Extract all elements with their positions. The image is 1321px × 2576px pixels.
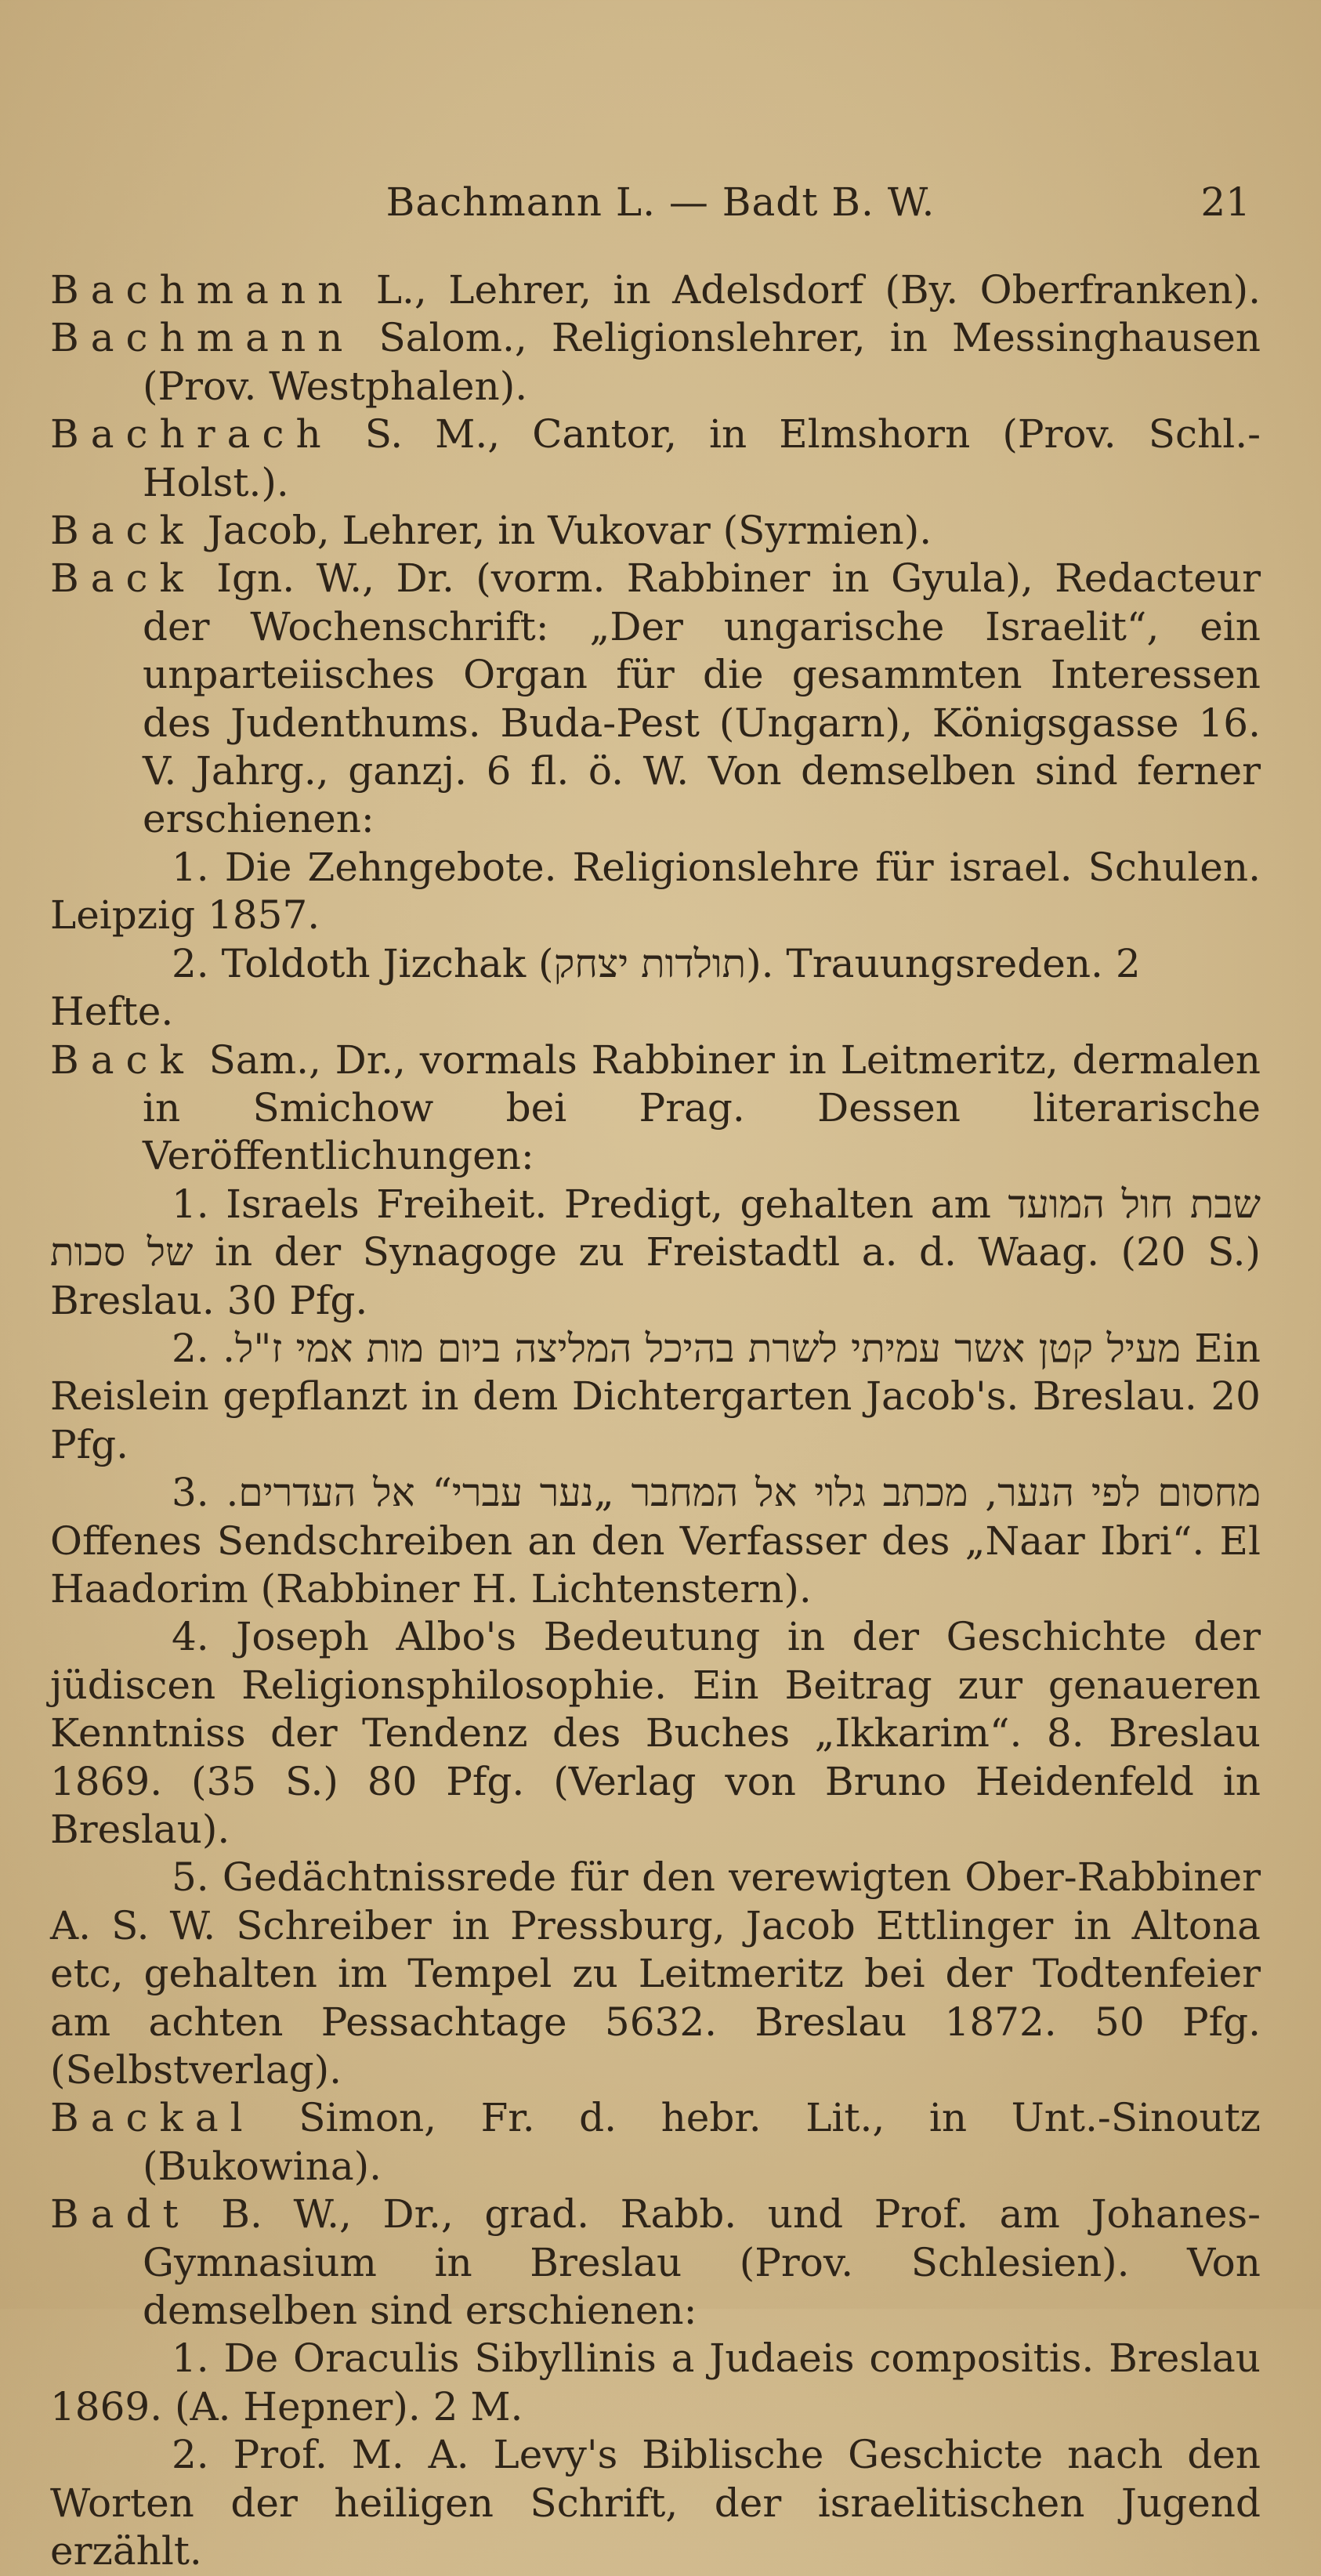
- entry-back-ign: [50, 555, 1261, 843]
- entry-name: Bachmann: [50, 315, 355, 361]
- hebrew-text: מעיל קטן אשר עמיתי לשרת בהיכל המליצה ביום מות אמי ז"ל.: [223, 1325, 1181, 1371]
- entry-bachrach: [50, 411, 1261, 507]
- body-text: [50, 266, 1261, 2576]
- work-number: 3.: [172, 1470, 209, 1516]
- page-number: 21: [1200, 179, 1250, 225]
- work-item: 4. Joseph Albo's Bedeutung in der Geschichte der jüdiscen Religionsphilosophie. Ein Beitrag zur genaueren Kenntniss der Tendenz des Buches „Ikkarim“. 8. Breslau 1869. (35 S.) 80 Pfg. (Verlag von Bruno Heidenfeld in Breslau).: [50, 1614, 1261, 1852]
- entry-back-sam: [50, 1037, 1261, 1181]
- work-item: 2. Prof. M. A. Levy's Biblische Geschicte nach den Worten der heiligen Schrift, der israelitischen Jugend erzählt.: [50, 2432, 1261, 2574]
- hebrew-text: מחסום לפי הנער, מכתב גלוי אל המחבר „נער עברי“ אל העדרים.: [226, 1470, 1261, 1516]
- entry-name: Back: [50, 508, 195, 554]
- entry-badt: [50, 2191, 1261, 2335]
- hebrew-text: של סכות: [50, 1229, 194, 1275]
- entry-text: Salom., Religionslehrer, in Messinghausen (Prov. Westphalen).: [143, 315, 1261, 409]
- work-item: 2. Toldoth Jizchak (תולדות יצחק). Trauungsreden. 2 Hefte.: [50, 940, 1141, 1035]
- work-text: Ein Reislein gepflanzt in dem Dichtergarten Jacob's. Breslau. 20 Pfg.: [50, 1325, 1261, 1467]
- entry-bachmann-l: [50, 266, 1261, 314]
- work-item: 1. De Oraculis Sibyllinis a Judaeis compositis. Breslau 1869. (A. Hepner). 2 M.: [50, 2335, 1261, 2429]
- entry-name: Badt: [50, 2191, 190, 2238]
- work-number: 2.: [172, 1325, 209, 1371]
- work-item: [50, 1325, 1261, 1469]
- work-item: 1. Die Zehngebote. Religionslehre für israel. Schulen. Leipzig 1857.: [50, 844, 1261, 939]
- work-text: Offenes Sendschreiben an den Verfasser des „Naar Ibri“. El Haadorim (Rabbiner H. Lichtenstern).: [50, 1518, 1261, 1612]
- entry-text: Sam., Dr., vormals Rabbiner in Leitmeritz, dermalen in Smichow bei Prag. Dessen literarische Veröffentlichungen:: [143, 1037, 1261, 1179]
- running-head: [0, 171, 1321, 233]
- entry-back-jacob: [50, 507, 1261, 555]
- entry-name: Back: [50, 555, 195, 602]
- running-head-title: Bachmann L. — Badt B. W.: [385, 179, 936, 225]
- entry-name: Back: [50, 1037, 195, 1083]
- hebrew-text: שבת חול המועד: [1008, 1181, 1261, 1227]
- entry-text: S. M., Cantor, in Elmshorn (Prov. Schl.-Holst.).: [143, 411, 1261, 505]
- entry-name: Backal: [50, 2095, 255, 2141]
- work-item: 5. Gedächtnissrede für den verewigten Ober-Rabbiner A. S. W. Schreiber in Pressburg, Jacob Ettlinger in Altona etc, gehalten im Tempel zu Leitmeritz bei der Todtenfeier am achten Pessachtage 5632. Breslau 1872. 50 Pfg. (Selbstverlag).: [50, 1854, 1261, 2093]
- entry-text: Simon, Fr. d. hebr. Lit., in Unt.-Sinoutz (Bukowina).: [143, 2095, 1261, 2189]
- entry-name: Bachrach: [50, 411, 333, 458]
- work-item: [50, 1469, 1261, 1613]
- entry-bachmann-salom: [50, 314, 1261, 411]
- entry-backal: [50, 2094, 1261, 2191]
- entry-text: L., Lehrer, in Adelsdorf (By. Oberfranken).: [354, 267, 1261, 313]
- entry-text: B. W., Dr., grad. Rabb. und Prof. am Johanes-Gymnasium in Breslau (Prov. Schlesien). Von demselben sind erschienen:: [143, 2191, 1261, 2334]
- entry-text: Ign. W., Dr. (vorm. Rabbiner in Gyula), Redacteur der Wochenschrift: „Der ungarische Israelit“, ein unparteiisches Organ für die gesammten Interessen des Judenthums. Buda-Pest (Ungarn), Königsgasse 16. V. Jahrg., ganzj. 6 fl. ö. W. Von demselben sind ferner erschienen:: [143, 555, 1261, 842]
- entry-name: Bachmann: [50, 267, 355, 313]
- work-text: 1. Israels Freiheit. Predigt, gehalten am: [172, 1181, 991, 1227]
- entry-text: Jacob, Lehrer, in Vukovar (Syrmien).: [194, 508, 932, 554]
- work-item: [50, 1181, 1261, 1325]
- work-text: in der Synagoge zu Freistadtl a. d. Waag. (20 S.) Breslau. 30 Pfg.: [50, 1229, 1261, 1323]
